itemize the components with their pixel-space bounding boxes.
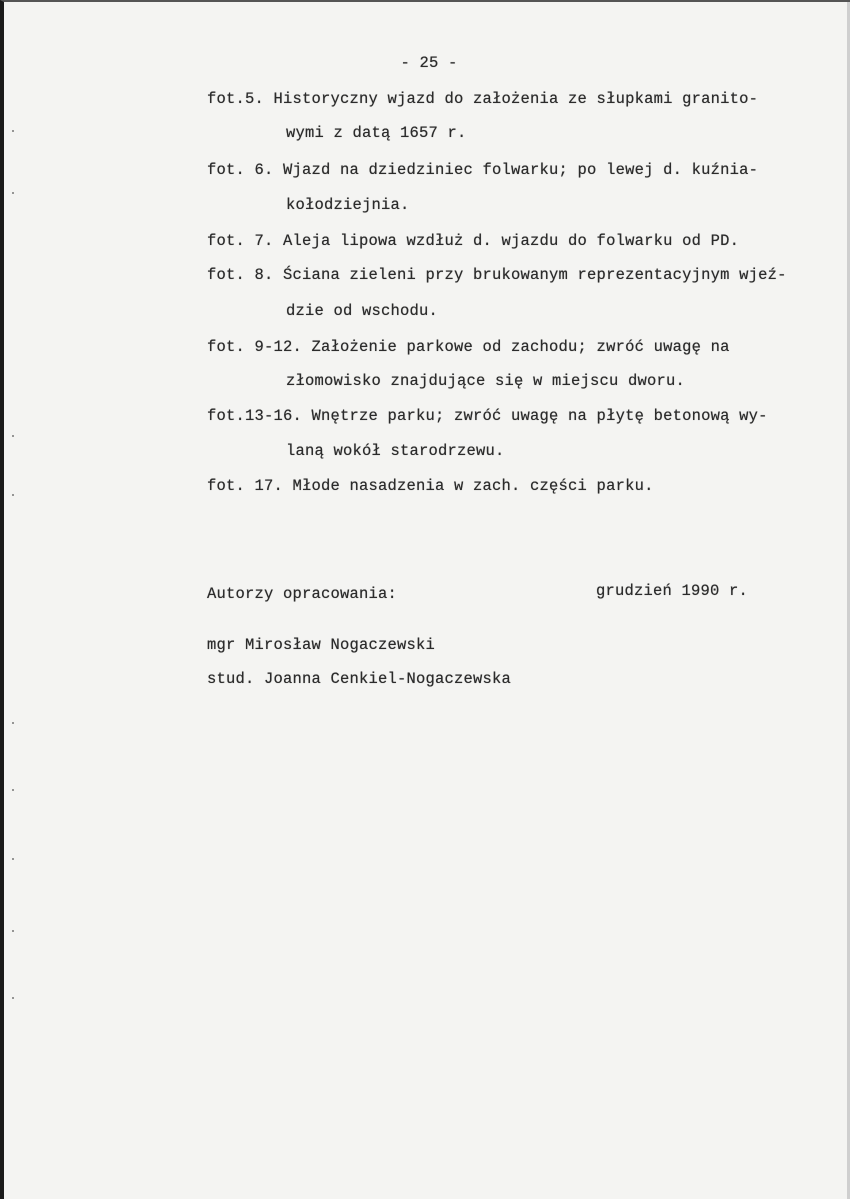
caption-line: fot. 7. Aleja lipowa wzdłuż d. wjazdu do folwarku od PD. <box>207 232 740 250</box>
scan-speck <box>12 130 14 132</box>
scan-speck <box>12 494 14 496</box>
author-name: mgr Mirosław Nogaczewski <box>207 636 436 654</box>
scan-speck <box>12 930 14 932</box>
caption-line: laną wokół starodrzewu. <box>286 442 505 460</box>
authors-label: Autorzy opracowania: <box>207 585 398 603</box>
caption-line: fot. 6. Wjazd na dziedziniec folwarku; po lewej d. kuźnia- <box>207 161 759 179</box>
caption-line: fot. 8. Ściana zieleni przy brukowanym reprezentacyjnym wjeź- <box>207 266 787 284</box>
scan-speck <box>12 997 14 999</box>
caption-line: dzie od wschodu. <box>286 302 439 320</box>
caption-line: złomowisko znajdujące się w miejscu dworu. <box>286 372 686 390</box>
caption-line: kołodziejnia. <box>286 196 410 214</box>
caption-line: fot. 17. Młode nasadzenia w zach. części parku. <box>207 477 654 495</box>
scan-speck <box>12 858 14 860</box>
author-name: stud. Joanna Cenkiel-Nogaczewska <box>207 670 512 688</box>
document-date: grudzień 1990 r. <box>596 582 749 600</box>
caption-line: fot.13-16. Wnętrze parku; zwróć uwagę na płytę betonową wy- <box>207 407 768 425</box>
scan-speck <box>12 192 14 194</box>
scan-speck <box>12 722 14 724</box>
caption-line: wymi z datą 1657 r. <box>286 124 467 142</box>
caption-line: fot.5. Historyczny wjazd do założenia ze słupkami granito- <box>207 90 759 108</box>
scan-speck <box>12 789 14 791</box>
scan-speck <box>12 435 14 437</box>
page-number: - 25 - <box>400 54 458 72</box>
caption-line: fot. 9-12. Założenie parkowe od zachodu; zwróć uwagę na <box>207 338 730 356</box>
